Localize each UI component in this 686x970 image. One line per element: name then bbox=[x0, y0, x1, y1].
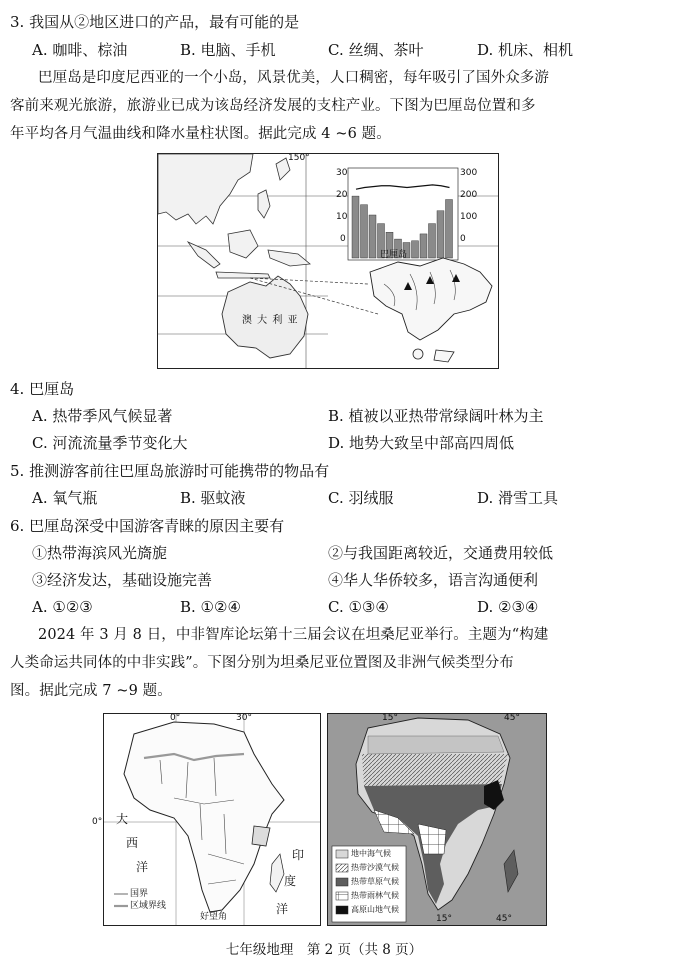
indian-char-2: 度 bbox=[284, 874, 297, 888]
precip-bar bbox=[437, 211, 444, 258]
precip-bar bbox=[361, 205, 368, 258]
passage1-line2: 客前来观光旅游，旅游业已成为该岛经济发展的支柱产业。下图为巴厘岛位置和多 bbox=[10, 98, 536, 114]
passage1-line3: 年平均各月气温曲线和降水量柱状图。据此完成 4 ~6 题。 bbox=[10, 126, 391, 142]
q5-option-a: A. 氧气瓶 bbox=[32, 489, 98, 507]
legend-rainforest: 热带雨林气候 bbox=[351, 891, 399, 900]
fig3-lon-45-top: 45° bbox=[504, 713, 520, 723]
q6-option-d: D. ②③④ bbox=[477, 598, 539, 616]
temp-tick-30: 30 bbox=[336, 168, 348, 178]
precip-bar bbox=[412, 241, 419, 258]
bali-location-figure bbox=[157, 153, 499, 369]
page-footer: 七年级地理 第 2 页（共 8 页） bbox=[225, 942, 423, 958]
legend-savanna: 热带草原气候 bbox=[351, 877, 399, 886]
fig3-lon-15-top: 15° bbox=[382, 713, 398, 723]
temp-tick-20: 20 bbox=[336, 190, 348, 200]
q3-option-d: D. 机床、相机 bbox=[477, 41, 574, 59]
precip-bar bbox=[446, 200, 453, 258]
fig2-lon-30: 30° bbox=[236, 713, 252, 723]
legend-region-border: 区域界线 bbox=[130, 901, 167, 911]
passage2-line3: 图。据此完成 7 ~9 题。 bbox=[10, 683, 172, 699]
tanzania-location-map bbox=[92, 713, 321, 926]
legend-highland: 高原山地气候 bbox=[351, 905, 399, 914]
precip-tick-300: 300 bbox=[460, 168, 478, 178]
q3-option-a: A. 咖啡、棕油 bbox=[32, 41, 128, 59]
q4-stem: 4. 巴厘岛 bbox=[10, 380, 75, 398]
australia-label: 澳 大 利 亚 bbox=[242, 315, 299, 326]
passage2-line2: 人类命运共同体的中非实践”。下图分别为坦桑尼亚位置图及非洲气候类型分布 bbox=[10, 655, 514, 671]
precip-bar bbox=[369, 215, 376, 258]
temp-tick-10: 10 bbox=[336, 212, 348, 222]
southeast-asia-map bbox=[158, 154, 498, 368]
q6-reason-4: ④华人华侨较多，语言沟通便利 bbox=[328, 571, 539, 589]
indian-char-1: 印 bbox=[292, 848, 305, 862]
q6-reason-2: ②与我国距离较近，交通费用较低 bbox=[328, 544, 554, 562]
passage2-line1: 2024 年 3 月 8 日，中非智库论坛第十三届会议在坦桑尼亚举行。主题为“构建 bbox=[38, 627, 549, 643]
precip-bar bbox=[420, 234, 427, 258]
lon-150-label: 150° bbox=[288, 153, 310, 163]
fig3-lon-15-bottom: 15° bbox=[436, 914, 452, 924]
legend-national-border: 国界 bbox=[130, 889, 149, 899]
fig2-lat-0: 0° bbox=[92, 817, 103, 827]
indian-char-3: 洋 bbox=[276, 902, 289, 916]
q4-option-d: D. 地势大致呈中部高四周低 bbox=[328, 434, 515, 452]
precip-tick-200: 200 bbox=[460, 190, 478, 200]
q5-option-d: D. 滑雪工具 bbox=[477, 489, 559, 507]
atlantic-char-1: 大 bbox=[116, 812, 129, 826]
legend-mediterranean: 地中海气候 bbox=[351, 849, 391, 858]
precip-tick-100: 100 bbox=[460, 212, 478, 222]
q6-stem: 6. 巴厘岛深受中国游客青睐的原因主要有 bbox=[10, 517, 285, 535]
legend-desert: 热带沙漠气候 bbox=[351, 863, 399, 872]
q6-option-b: B. ①②④ bbox=[180, 598, 241, 616]
q6-option-c: C. ①③④ bbox=[328, 598, 389, 616]
temp-tick-0: 0 bbox=[340, 234, 346, 244]
precip-bar bbox=[429, 224, 436, 258]
precip-tick-0: 0 bbox=[460, 234, 466, 244]
q3-option-b: B. 电脑、手机 bbox=[180, 41, 276, 59]
q5-option-c: C. 羽绒服 bbox=[328, 489, 394, 507]
q3-option-c: C. 丝绸、茶叶 bbox=[328, 41, 424, 59]
q6-reason-1: ①热带海滨风光旖旎 bbox=[32, 544, 168, 562]
precip-bar bbox=[352, 196, 359, 258]
q6-option-a: A. ①②③ bbox=[32, 598, 93, 616]
passage1-line1: 巴厘岛是印度尼西亚的一个小岛，风景优美，人口稠密，每年吸引了国外众多游 bbox=[38, 70, 549, 86]
q5-stem: 5. 推测游客前往巴厘岛旅游时可能携带的物品有 bbox=[10, 462, 330, 480]
bali-inset-label: 巴厘岛 bbox=[380, 250, 408, 260]
q3-stem: 3. 我国从②地区进口的产品，最有可能的是 bbox=[10, 13, 300, 31]
atlantic-char-3: 洋 bbox=[136, 860, 149, 874]
africa-climate-map bbox=[327, 713, 547, 926]
q5-option-b: B. 驱蚊液 bbox=[180, 489, 246, 507]
fig3-lon-45-bottom: 45° bbox=[496, 914, 512, 924]
cape-good-hope-label: 好望角 bbox=[200, 912, 228, 922]
atlantic-char-2: 西 bbox=[126, 836, 139, 850]
q6-reason-3: ③经济发达，基础设施完善 bbox=[32, 571, 213, 589]
q4-option-c: C. 河流流量季节变化大 bbox=[32, 434, 188, 452]
q4-option-b: B. 植被以亚热带常绿阔叶林为主 bbox=[328, 407, 544, 425]
q4-option-a: A. 热带季风气候显著 bbox=[32, 407, 173, 425]
fig2-lon-0: 0° bbox=[170, 713, 181, 723]
